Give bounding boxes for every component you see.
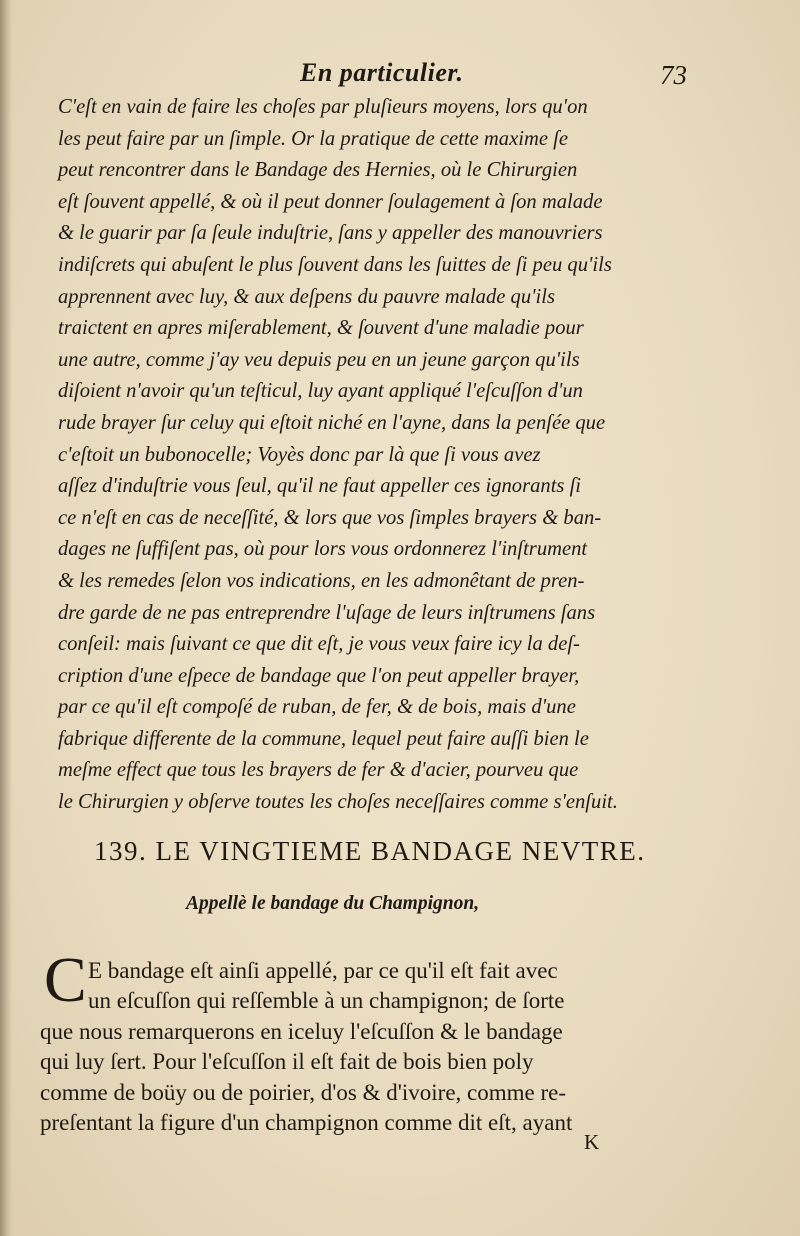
text-line: traictent en apres miſerablement, & ſouvent d'une maladie pour bbox=[58, 317, 584, 340]
text-line: rude brayer ſur celuy qui eſtoit niché en l'ayne, dans la penſée que bbox=[58, 411, 606, 434]
roman-paragraph bbox=[40, 956, 720, 1138]
running-head bbox=[0, 52, 800, 92]
text-line: que nous remarquerons en iceluy l'eſcuſſon & le bandage bbox=[40, 1018, 563, 1044]
catchword: K bbox=[584, 1130, 600, 1154]
text-line: fabrique differente de la commune, lequel peut faire auſſi bien le bbox=[58, 727, 589, 750]
text-line: peut rencontrer dans le Bandage des Hernies, où le Chirurgien bbox=[58, 159, 578, 182]
text-line: preſentant la figure d'un champignon comme dit eſt, ayant bbox=[40, 1109, 573, 1135]
text-line: ce n'eſt en cas de neceſſité, & lors que vos ſimples brayers & ban- bbox=[58, 506, 602, 529]
text-line: les peut faire par un ſimple. Or la pratique de cette maxime ſe bbox=[58, 127, 568, 150]
section-title: 139. LE VINGTIEME BANDAGE NEVTRE. bbox=[94, 836, 646, 866]
text-line: diſoient n'avoir qu'un teſticul, luy ayant appliqué l'eſcuſſon d'un bbox=[58, 380, 583, 403]
text-line: C'eſt en vain de faire les choſes par pluſieurs moyens, lors qu'on bbox=[58, 96, 588, 118]
text-line: dages ne ſuffiſent pas, où pour lors vous ordonnerez l'inſtrument bbox=[58, 538, 588, 561]
text-line: qui luy ſert. Pour l'eſcuſſon il eſt fait de bois bien poly bbox=[40, 1049, 534, 1075]
text-line: c'eſtoit un bubonocelle; Voyès donc par là que ſi vous avez bbox=[58, 443, 541, 466]
text-line: par ce qu'il eſt compoſé de ruban, de fer, & de bois, mais d'une bbox=[58, 696, 576, 719]
text-line: meſme effect que tous les brayers de fer & d'acier, pourveu que bbox=[58, 759, 579, 782]
text-line: apprennent avec luy, & aux deſpens du pauvre malade qu'ils bbox=[58, 285, 556, 308]
text-line: eſt ſouvent appellé, & où il peut donner ſoulagement à ſon malade bbox=[58, 190, 603, 213]
text-line: indiſcrets qui abuſent le plus ſouvent dans les ſuittes de ſi peu qu'ils bbox=[58, 253, 612, 276]
running-head-title: En particulier. bbox=[300, 58, 464, 87]
text-line: E bandage eſt ainſi appellé, par ce qu'il eſt fait avec bbox=[88, 958, 558, 983]
text-line: un eſcuſſon qui reſſemble à un champignon; de ſorte bbox=[88, 988, 565, 1014]
page-number: 73 bbox=[660, 60, 687, 90]
section-subtitle: Appellè le bandage du Champignon, bbox=[186, 893, 480, 914]
binding-gutter bbox=[0, 0, 12, 1236]
italic-paragraph bbox=[58, 92, 734, 819]
drop-cap: C bbox=[44, 944, 87, 1015]
text-line: conſeil: mais ſuivant ce que dit eſt, je vous veux faire icy la deſ- bbox=[58, 633, 580, 656]
text-line: dre garde de ne pas entreprendre l'uſage de leurs inſtrumens ſans bbox=[58, 601, 596, 624]
text-line: comme de boüy ou de poirier, d'os & d'ivoire, comme re- bbox=[40, 1079, 567, 1105]
text-line: une autre, comme j'ay veu depuis peu en un jeune garçon qu'ils bbox=[58, 348, 580, 371]
text-line: & les remedes ſelon vos indications, en les admonêtant de pren- bbox=[58, 569, 585, 592]
text-line: & le guarir par ſa ſeule induſtrie, ſans y appeller des manouvriers bbox=[58, 222, 603, 245]
text-line: cription d'une eſpece de bandage que l'on peut appeller brayer, bbox=[58, 664, 580, 687]
text-line: le Chirurgien y obſerve toutes les choſes neceſſaires comme s'enſuit. bbox=[58, 791, 618, 814]
text-line: aſſez d'induſtrie vous ſeul, qu'il ne faut appeller ces ignorants ſi bbox=[58, 475, 582, 498]
